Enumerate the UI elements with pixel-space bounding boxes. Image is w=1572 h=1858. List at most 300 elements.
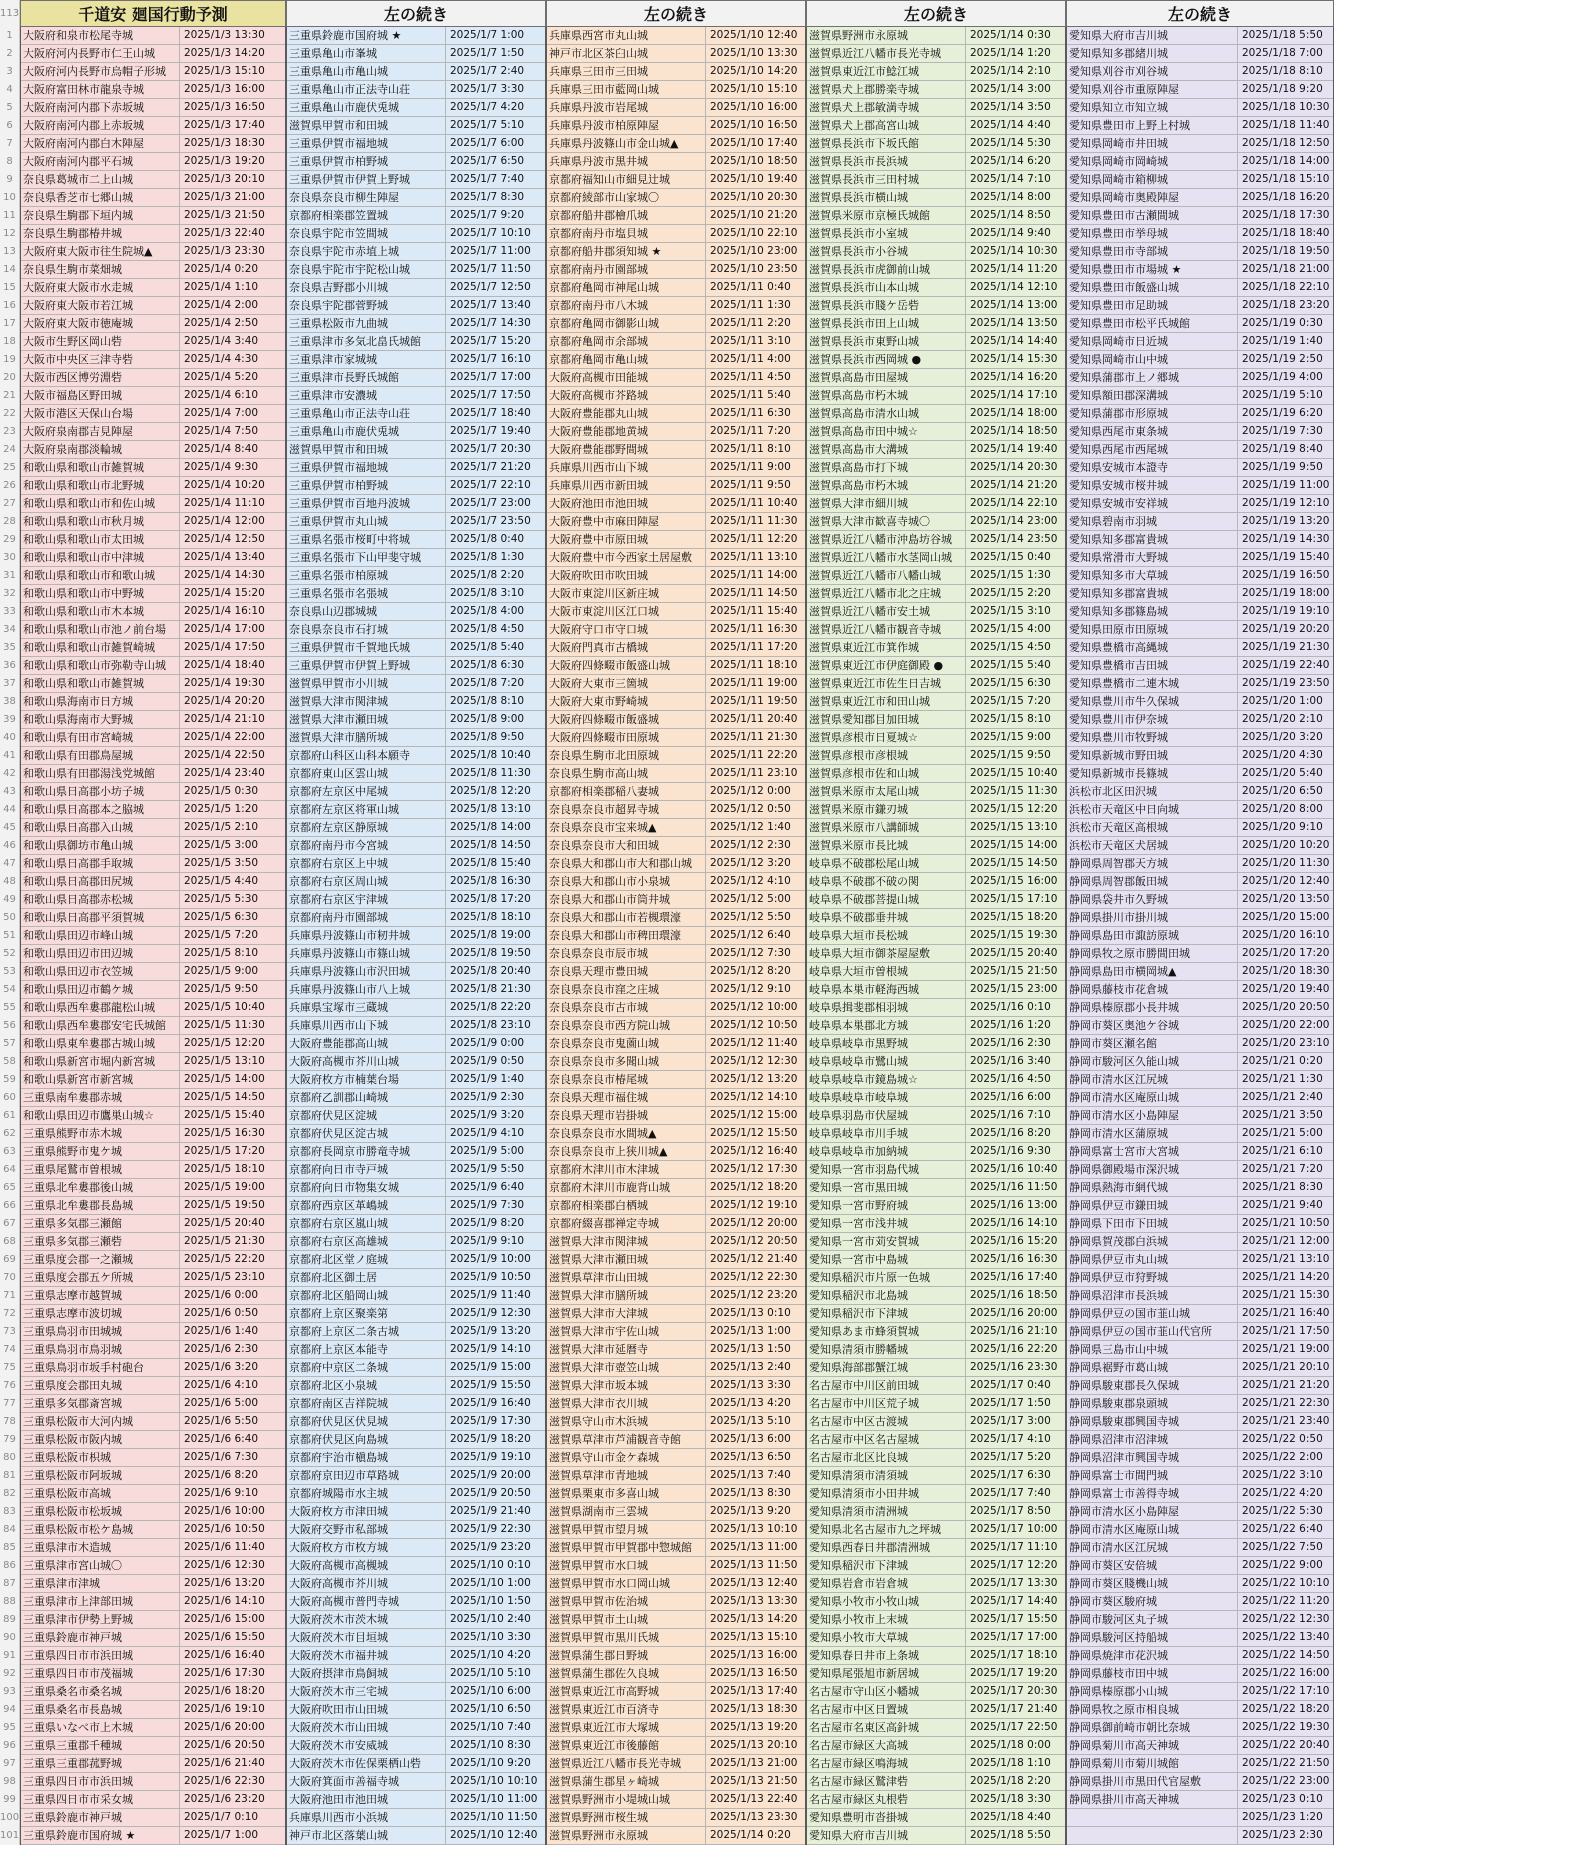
datetime-cell[interactable]: 2025/1/5 17:20 xyxy=(180,1143,286,1161)
datetime-cell[interactable]: 2025/1/12 9:10 xyxy=(706,981,806,999)
place-cell[interactable]: 奈良県山辺郡城城 xyxy=(286,603,446,621)
place-cell[interactable]: 滋賀県近江八幡市長光寺城 xyxy=(806,45,966,63)
datetime-cell[interactable]: 2025/1/7 5:10 xyxy=(446,117,546,135)
datetime-cell[interactable]: 2025/1/6 2:30 xyxy=(180,1341,286,1359)
row-number[interactable]: 14 xyxy=(0,261,20,279)
row-number[interactable]: 63 xyxy=(0,1143,20,1161)
row-number[interactable]: 50 xyxy=(0,909,20,927)
row-number[interactable]: 7 xyxy=(0,135,20,153)
row-number[interactable]: 71 xyxy=(0,1287,20,1305)
datetime-cell[interactable]: 2025/1/4 10:20 xyxy=(180,477,286,495)
datetime-cell[interactable]: 2025/1/5 19:00 xyxy=(180,1179,286,1197)
place-cell[interactable]: 三重県亀山市鹿伏兎城 xyxy=(286,99,446,117)
place-cell[interactable]: 奈良県大和郡山市大和郡山城 xyxy=(546,855,706,873)
datetime-cell[interactable]: 2025/1/10 14:20 xyxy=(706,63,806,81)
place-cell[interactable]: 愛知県岡崎市山中城 xyxy=(1066,351,1238,369)
datetime-cell[interactable]: 2025/1/8 14:50 xyxy=(446,837,546,855)
row-number[interactable]: 34 xyxy=(0,621,20,639)
datetime-cell[interactable]: 2025/1/5 15:40 xyxy=(180,1107,286,1125)
place-cell[interactable]: 滋賀県蒲生郡日野城 xyxy=(546,1647,706,1665)
place-cell[interactable]: 滋賀県大津市膳所城 xyxy=(546,1287,706,1305)
datetime-cell[interactable]: 2025/1/21 19:00 xyxy=(1238,1341,1334,1359)
place-cell[interactable]: 静岡県沼津市興国寺城 xyxy=(1066,1449,1238,1467)
place-cell[interactable]: 三重県桑名市長島城 xyxy=(20,1701,180,1719)
place-cell[interactable]: 京都府右京区周山城 xyxy=(286,873,446,891)
datetime-cell[interactable]: 2025/1/11 1:30 xyxy=(706,297,806,315)
place-cell[interactable]: 静岡市清水区江尻城 xyxy=(1066,1539,1238,1557)
datetime-cell[interactable]: 2025/1/22 7:50 xyxy=(1238,1539,1334,1557)
place-cell[interactable]: 滋賀県甲賀市土山城 xyxy=(546,1611,706,1629)
datetime-cell[interactable]: 2025/1/4 0:20 xyxy=(180,261,286,279)
row-number[interactable]: 62 xyxy=(0,1125,20,1143)
place-cell[interactable]: 愛知県豊田市挙母城 xyxy=(1066,225,1238,243)
place-cell[interactable]: 京都府上京区聚楽第 xyxy=(286,1305,446,1323)
datetime-cell[interactable]: 2025/1/3 20:10 xyxy=(180,171,286,189)
place-cell[interactable]: 京都府左京区静原城 xyxy=(286,819,446,837)
datetime-cell[interactable]: 2025/1/5 22:20 xyxy=(180,1251,286,1269)
datetime-cell[interactable]: 2025/1/9 0:00 xyxy=(446,1035,546,1053)
datetime-cell[interactable]: 2025/1/11 3:10 xyxy=(706,333,806,351)
datetime-cell[interactable]: 2025/1/6 0:50 xyxy=(180,1305,286,1323)
datetime-cell[interactable]: 2025/1/14 17:10 xyxy=(966,387,1066,405)
datetime-cell[interactable]: 2025/1/8 22:20 xyxy=(446,999,546,1017)
datetime-cell[interactable]: 2025/1/19 16:50 xyxy=(1238,567,1334,585)
datetime-cell[interactable]: 2025/1/21 0:20 xyxy=(1238,1053,1334,1071)
datetime-cell[interactable]: 2025/1/6 5:00 xyxy=(180,1395,286,1413)
place-cell[interactable]: 三重県三重郡千種城 xyxy=(20,1737,180,1755)
datetime-cell[interactable]: 2025/1/11 18:10 xyxy=(706,657,806,675)
datetime-cell[interactable]: 2025/1/9 16:40 xyxy=(446,1395,546,1413)
place-cell[interactable]: 大阪府交野市私部城 xyxy=(286,1521,446,1539)
place-cell[interactable]: 滋賀県高島市田中城☆ xyxy=(806,423,966,441)
place-cell[interactable]: 浜松市天竜区犬居城 xyxy=(1066,837,1238,855)
place-cell[interactable]: 大阪府茨木市山田城 xyxy=(286,1719,446,1737)
datetime-cell[interactable]: 2025/1/12 4:10 xyxy=(706,873,806,891)
place-cell[interactable]: 京都府伏見区淀城 xyxy=(286,1107,446,1125)
datetime-cell[interactable]: 2025/1/11 14:00 xyxy=(706,567,806,585)
datetime-cell[interactable]: 2025/1/12 1:40 xyxy=(706,819,806,837)
place-cell[interactable]: 滋賀県長浜市横山城 xyxy=(806,189,966,207)
datetime-cell[interactable]: 2025/1/7 22:10 xyxy=(446,477,546,495)
place-cell[interactable]: 三重県志摩市波切城 xyxy=(20,1305,180,1323)
datetime-cell[interactable]: 2025/1/11 4:00 xyxy=(706,351,806,369)
datetime-cell[interactable]: 2025/1/18 5:50 xyxy=(966,1827,1066,1845)
place-cell[interactable]: 大阪府高槻市芥路城 xyxy=(546,387,706,405)
datetime-cell[interactable]: 2025/1/9 21:40 xyxy=(446,1503,546,1521)
datetime-cell[interactable]: 2025/1/4 7:00 xyxy=(180,405,286,423)
place-cell[interactable]: 和歌山県海南市日方城 xyxy=(20,693,180,711)
place-cell[interactable]: 滋賀県甲賀市小川城 xyxy=(286,675,446,693)
row-number[interactable]: 95 xyxy=(0,1719,20,1737)
place-cell[interactable]: 滋賀県彦根市彦根城 xyxy=(806,747,966,765)
place-cell[interactable]: 愛知県岩倉市岩倉城 xyxy=(806,1575,966,1593)
row-number[interactable]: 89 xyxy=(0,1611,20,1629)
datetime-cell[interactable]: 2025/1/22 12:30 xyxy=(1238,1611,1334,1629)
datetime-cell[interactable]: 2025/1/19 4:00 xyxy=(1238,369,1334,387)
datetime-cell[interactable]: 2025/1/14 15:30 xyxy=(966,351,1066,369)
datetime-cell[interactable]: 2025/1/9 2:30 xyxy=(446,1089,546,1107)
datetime-cell[interactable]: 2025/1/6 1:40 xyxy=(180,1323,286,1341)
place-cell[interactable]: 滋賀県高島市朽木城 xyxy=(806,477,966,495)
place-cell[interactable]: 静岡市清水区庵原山城 xyxy=(1066,1089,1238,1107)
row-number[interactable]: 1 xyxy=(0,27,20,45)
place-cell[interactable]: 岐阜県不破郡菩提山城 xyxy=(806,891,966,909)
datetime-cell[interactable]: 2025/1/10 18:50 xyxy=(706,153,806,171)
datetime-cell[interactable]: 2025/1/4 16:10 xyxy=(180,603,286,621)
datetime-cell[interactable]: 2025/1/22 4:20 xyxy=(1238,1485,1334,1503)
place-cell[interactable]: 愛知県清須市清洲城 xyxy=(806,1503,966,1521)
place-cell[interactable]: 滋賀県近江八幡市水茎岡山城 xyxy=(806,549,966,567)
place-cell[interactable]: 三重県四日市市浜田城 xyxy=(20,1773,180,1791)
datetime-cell[interactable]: 2025/1/8 14:00 xyxy=(446,819,546,837)
datetime-cell[interactable]: 2025/1/10 6:00 xyxy=(446,1683,546,1701)
place-cell[interactable]: 名古屋市名東区高針城 xyxy=(806,1719,966,1737)
place-cell[interactable]: 静岡県榛原郡小山城 xyxy=(1066,1683,1238,1701)
place-cell[interactable]: 和歌山県日高郡赤松城 xyxy=(20,891,180,909)
place-cell[interactable]: 大阪府富田林市龍泉寺城 xyxy=(20,81,180,99)
datetime-cell[interactable]: 2025/1/4 6:10 xyxy=(180,387,286,405)
datetime-cell[interactable]: 2025/1/3 21:00 xyxy=(180,189,286,207)
place-cell[interactable]: 和歌山県新宮市新宮城 xyxy=(20,1071,180,1089)
place-cell[interactable]: 静岡県掛川市黒田代官屋敷 xyxy=(1066,1773,1238,1791)
place-cell[interactable]: 岐阜県岐阜市鏡島城☆ xyxy=(806,1071,966,1089)
place-cell[interactable]: 和歌山県有田郡鳥屋城 xyxy=(20,747,180,765)
place-cell[interactable]: 岐阜県岐阜市鷺山城 xyxy=(806,1053,966,1071)
place-cell[interactable]: 奈良県生駒市高山城 xyxy=(546,765,706,783)
place-cell[interactable]: 兵庫県丹波篠山市金山城▲ xyxy=(546,135,706,153)
row-number[interactable]: 60 xyxy=(0,1089,20,1107)
datetime-cell[interactable]: 2025/1/14 6:20 xyxy=(966,153,1066,171)
place-cell[interactable]: 和歌山県和歌山市池ノ前台場 xyxy=(20,621,180,639)
datetime-cell[interactable]: 2025/1/22 14:50 xyxy=(1238,1647,1334,1665)
place-cell[interactable]: 兵庫県宝塚市三蔵城 xyxy=(286,999,446,1017)
place-cell[interactable]: 三重県松阪市松坂城 xyxy=(20,1503,180,1521)
place-cell[interactable]: 静岡県御殿場市深沢城 xyxy=(1066,1161,1238,1179)
datetime-cell[interactable]: 2025/1/9 20:00 xyxy=(446,1467,546,1485)
row-number[interactable]: 90 xyxy=(0,1629,20,1647)
datetime-cell[interactable]: 2025/1/9 7:30 xyxy=(446,1197,546,1215)
place-cell[interactable]: 和歌山県日高郡平須賀城 xyxy=(20,909,180,927)
row-number[interactable]: 75 xyxy=(0,1359,20,1377)
place-cell[interactable]: 滋賀県蒲生郡佐久良城 xyxy=(546,1665,706,1683)
datetime-cell[interactable]: 2025/1/13 14:20 xyxy=(706,1611,806,1629)
datetime-cell[interactable]: 2025/1/7 21:20 xyxy=(446,459,546,477)
datetime-cell[interactable]: 2025/1/20 22:00 xyxy=(1238,1017,1334,1035)
datetime-cell[interactable]: 2025/1/18 5:50 xyxy=(1238,27,1334,45)
datetime-cell[interactable]: 2025/1/3 15:10 xyxy=(180,63,286,81)
place-cell[interactable]: 愛知県岡崎市井田城 xyxy=(1066,135,1238,153)
datetime-cell[interactable]: 2025/1/4 18:40 xyxy=(180,657,286,675)
place-cell[interactable]: 滋賀県蒲生郡星ヶ崎城 xyxy=(546,1773,706,1791)
place-cell[interactable]: 愛知県豊橋市二連木城 xyxy=(1066,675,1238,693)
row-number[interactable]: 48 xyxy=(0,873,20,891)
place-cell[interactable]: 兵庫県丹波市柏原陣屋 xyxy=(546,117,706,135)
datetime-cell[interactable]: 2025/1/7 0:10 xyxy=(180,1809,286,1827)
datetime-cell[interactable]: 2025/1/14 7:10 xyxy=(966,171,1066,189)
datetime-cell[interactable]: 2025/1/12 16:40 xyxy=(706,1143,806,1161)
place-cell[interactable]: 静岡県熱海市網代城 xyxy=(1066,1179,1238,1197)
row-number[interactable]: 24 xyxy=(0,441,20,459)
place-cell[interactable]: 大阪府東大阪市若江城 xyxy=(20,297,180,315)
place-cell[interactable]: 愛知県一宮市中島城 xyxy=(806,1251,966,1269)
place-cell[interactable]: 静岡県伊豆市鎌田城 xyxy=(1066,1197,1238,1215)
datetime-cell[interactable]: 2025/1/6 5:50 xyxy=(180,1413,286,1431)
datetime-cell[interactable]: 2025/1/14 11:20 xyxy=(966,261,1066,279)
datetime-cell[interactable]: 2025/1/7 6:00 xyxy=(446,135,546,153)
datetime-cell[interactable]: 2025/1/16 8:20 xyxy=(966,1125,1066,1143)
place-cell[interactable]: 三重県津市津城 xyxy=(20,1575,180,1593)
place-cell[interactable]: 愛知県額田郡深溝城 xyxy=(1066,387,1238,405)
datetime-cell[interactable]: 2025/1/8 3:10 xyxy=(446,585,546,603)
place-cell[interactable]: 京都府北区船岡山城 xyxy=(286,1287,446,1305)
place-cell[interactable]: 愛知県豊田市市場城 ★ xyxy=(1066,261,1238,279)
place-cell[interactable]: 京都府左京区中尾城 xyxy=(286,783,446,801)
datetime-cell[interactable]: 2025/1/16 9:30 xyxy=(966,1143,1066,1161)
datetime-cell[interactable]: 2025/1/19 15:40 xyxy=(1238,549,1334,567)
row-number[interactable]: 55 xyxy=(0,999,20,1017)
place-cell[interactable]: 愛知県一宮市浅井城 xyxy=(806,1215,966,1233)
datetime-cell[interactable]: 2025/1/10 12:40 xyxy=(706,27,806,45)
datetime-cell[interactable]: 2025/1/9 13:20 xyxy=(446,1323,546,1341)
place-cell[interactable]: 京都府左京区将軍山城 xyxy=(286,801,446,819)
datetime-cell[interactable]: 2025/1/16 7:10 xyxy=(966,1107,1066,1125)
place-cell[interactable]: 愛知県豊田市上野上村城 xyxy=(1066,117,1238,135)
datetime-cell[interactable]: 2025/1/8 5:40 xyxy=(446,639,546,657)
datetime-cell[interactable]: 2025/1/4 2:00 xyxy=(180,297,286,315)
datetime-cell[interactable]: 2025/1/3 22:40 xyxy=(180,225,286,243)
datetime-cell[interactable]: 2025/1/10 16:50 xyxy=(706,117,806,135)
datetime-cell[interactable]: 2025/1/12 21:40 xyxy=(706,1251,806,1269)
place-cell[interactable]: 奈良県天理市岩掛城 xyxy=(546,1107,706,1125)
place-cell[interactable]: 名古屋市緑区大高城 xyxy=(806,1737,966,1755)
place-cell[interactable]: 京都府南区吉祥院城 xyxy=(286,1395,446,1413)
datetime-cell[interactable]: 2025/1/13 7:40 xyxy=(706,1467,806,1485)
place-cell[interactable]: 京都府南丹市園部城 xyxy=(546,261,706,279)
place-cell[interactable]: 浜松市北区田沢城 xyxy=(1066,783,1238,801)
place-cell[interactable]: 奈良県宇陀郡菅野城 xyxy=(286,297,446,315)
datetime-cell[interactable]: 2025/1/10 19:40 xyxy=(706,171,806,189)
datetime-cell[interactable]: 2025/1/18 1:10 xyxy=(966,1755,1066,1773)
datetime-cell[interactable]: 2025/1/5 7:20 xyxy=(180,927,286,945)
place-cell[interactable]: 愛知県清須市清須城 xyxy=(806,1467,966,1485)
datetime-cell[interactable]: 2025/1/12 22:30 xyxy=(706,1269,806,1287)
datetime-cell[interactable]: 2025/1/20 11:30 xyxy=(1238,855,1334,873)
datetime-cell[interactable]: 2025/1/6 10:50 xyxy=(180,1521,286,1539)
datetime-cell[interactable]: 2025/1/7 23:00 xyxy=(446,495,546,513)
datetime-cell[interactable]: 2025/1/18 3:30 xyxy=(966,1791,1066,1809)
datetime-cell[interactable]: 2025/1/12 23:20 xyxy=(706,1287,806,1305)
datetime-cell[interactable]: 2025/1/15 5:40 xyxy=(966,657,1066,675)
datetime-cell[interactable]: 2025/1/7 13:40 xyxy=(446,297,546,315)
row-number[interactable]: 40 xyxy=(0,729,20,747)
place-cell[interactable]: 三重県北牟婁郡後山城 xyxy=(20,1179,180,1197)
place-cell[interactable]: 京都府向日市寺戸城 xyxy=(286,1161,446,1179)
place-cell[interactable]: 奈良県吉野郡小川城 xyxy=(286,279,446,297)
place-cell[interactable]: 滋賀県大津市関津城 xyxy=(546,1233,706,1251)
place-cell[interactable]: 京都府木津川市木津城 xyxy=(546,1161,706,1179)
datetime-cell[interactable]: 2025/1/18 14:00 xyxy=(1238,153,1334,171)
row-number[interactable]: 45 xyxy=(0,819,20,837)
place-cell[interactable]: 滋賀県東近江市高野城 xyxy=(546,1683,706,1701)
place-cell[interactable]: 滋賀県大津市壺笠山城 xyxy=(546,1359,706,1377)
place-cell[interactable]: 愛知県豊田市古瀬間城 xyxy=(1066,207,1238,225)
datetime-cell[interactable]: 2025/1/13 11:50 xyxy=(706,1557,806,1575)
place-cell[interactable]: 兵庫県丹波篠山市沢田城 xyxy=(286,963,446,981)
place-cell[interactable]: 愛知県西尾市西尾城 xyxy=(1066,441,1238,459)
row-number[interactable]: 88 xyxy=(0,1593,20,1611)
datetime-cell[interactable]: 2025/1/9 17:30 xyxy=(446,1413,546,1431)
datetime-cell[interactable]: 2025/1/16 21:10 xyxy=(966,1323,1066,1341)
place-cell[interactable]: 滋賀県高島市大溝城 xyxy=(806,441,966,459)
datetime-cell[interactable]: 2025/1/10 7:40 xyxy=(446,1719,546,1737)
datetime-cell[interactable]: 2025/1/22 11:20 xyxy=(1238,1593,1334,1611)
place-cell[interactable]: 静岡県榛原郡小長井城 xyxy=(1066,999,1238,1017)
place-cell[interactable]: 兵庫県川西市新田城 xyxy=(546,477,706,495)
place-cell[interactable]: 愛知県安城市安祥城 xyxy=(1066,495,1238,513)
place-cell[interactable]: 滋賀県犬上郡勝楽寺城 xyxy=(806,81,966,99)
place-cell[interactable]: 三重県鈴鹿市国府城 ★ xyxy=(20,1827,180,1845)
place-cell[interactable]: 京都府北区堂ノ庭城 xyxy=(286,1251,446,1269)
datetime-cell[interactable]: 2025/1/9 22:30 xyxy=(446,1521,546,1539)
place-cell[interactable]: 大阪府東大阪市水走城 xyxy=(20,279,180,297)
datetime-cell[interactable]: 2025/1/10 11:50 xyxy=(446,1809,546,1827)
place-cell[interactable]: 静岡市清水区小島陣屋 xyxy=(1066,1503,1238,1521)
datetime-cell[interactable]: 2025/1/7 12:50 xyxy=(446,279,546,297)
datetime-cell[interactable]: 2025/1/18 21:00 xyxy=(1238,261,1334,279)
datetime-cell[interactable]: 2025/1/11 6:30 xyxy=(706,405,806,423)
datetime-cell[interactable]: 2025/1/17 10:00 xyxy=(966,1521,1066,1539)
datetime-cell[interactable]: 2025/1/22 16:00 xyxy=(1238,1665,1334,1683)
datetime-cell[interactable]: 2025/1/20 6:50 xyxy=(1238,783,1334,801)
place-cell[interactable]: 三重県松阪市九曲城 xyxy=(286,315,446,333)
datetime-cell[interactable]: 2025/1/14 9:40 xyxy=(966,225,1066,243)
datetime-cell[interactable]: 2025/1/8 9:50 xyxy=(446,729,546,747)
datetime-cell[interactable]: 2025/1/5 11:30 xyxy=(180,1017,286,1035)
datetime-cell[interactable]: 2025/1/5 9:00 xyxy=(180,963,286,981)
datetime-cell[interactable]: 2025/1/12 20:00 xyxy=(706,1215,806,1233)
place-cell[interactable]: 奈良県葛城市二上山城 xyxy=(20,171,180,189)
place-cell[interactable]: 京都府向日市物集女城 xyxy=(286,1179,446,1197)
continuation-header[interactable]: 左の続き xyxy=(1066,0,1334,27)
place-cell[interactable]: 大阪府豊中市今西家土居屋敷 xyxy=(546,549,706,567)
datetime-cell[interactable]: 2025/1/6 9:10 xyxy=(180,1485,286,1503)
place-cell[interactable]: 岐阜県岐阜市黒野城 xyxy=(806,1035,966,1053)
datetime-cell[interactable]: 2025/1/12 2:30 xyxy=(706,837,806,855)
place-cell[interactable]: 滋賀県大津市坂本城 xyxy=(546,1377,706,1395)
row-number[interactable]: 8 xyxy=(0,153,20,171)
row-number[interactable]: 22 xyxy=(0,405,20,423)
place-cell[interactable]: 静岡県伊豆の国市韮山代官所 xyxy=(1066,1323,1238,1341)
place-cell[interactable]: 大阪府豊能郡高山城 xyxy=(286,1035,446,1053)
datetime-cell[interactable]: 2025/1/11 2:20 xyxy=(706,315,806,333)
datetime-cell[interactable]: 2025/1/18 22:10 xyxy=(1238,279,1334,297)
place-cell[interactable]: 和歌山県日高郡手取城 xyxy=(20,855,180,873)
datetime-cell[interactable]: 2025/1/12 13:20 xyxy=(706,1071,806,1089)
place-cell[interactable]: 愛知県豊川市伊奈城 xyxy=(1066,711,1238,729)
place-cell[interactable]: 奈良県奈良市大和田城 xyxy=(546,837,706,855)
place-cell[interactable]: 三重県名張市柏原城 xyxy=(286,567,446,585)
place-cell[interactable]: 滋賀県東近江市百済寺 xyxy=(546,1701,706,1719)
place-cell[interactable]: 名古屋市緑区鷲津砦 xyxy=(806,1773,966,1791)
row-number[interactable]: 27 xyxy=(0,495,20,513)
place-cell[interactable]: 大阪府守口市守口城 xyxy=(546,621,706,639)
datetime-cell[interactable]: 2025/1/18 16:20 xyxy=(1238,189,1334,207)
datetime-cell[interactable]: 2025/1/10 1:00 xyxy=(446,1575,546,1593)
datetime-cell[interactable]: 2025/1/13 21:00 xyxy=(706,1755,806,1773)
place-cell[interactable]: 和歌山県和歌山市中野城 xyxy=(20,585,180,603)
place-cell[interactable]: 兵庫県西宮市丸山城 xyxy=(546,27,706,45)
datetime-cell[interactable]: 2025/1/13 3:30 xyxy=(706,1377,806,1395)
datetime-cell[interactable]: 2025/1/5 16:30 xyxy=(180,1125,286,1143)
datetime-cell[interactable]: 2025/1/10 0:10 xyxy=(446,1557,546,1575)
datetime-cell[interactable]: 2025/1/10 5:10 xyxy=(446,1665,546,1683)
datetime-cell[interactable]: 2025/1/13 4:20 xyxy=(706,1395,806,1413)
row-number[interactable]: 85 xyxy=(0,1539,20,1557)
datetime-cell[interactable]: 2025/1/6 10:00 xyxy=(180,1503,286,1521)
datetime-cell[interactable]: 2025/1/6 3:20 xyxy=(180,1359,286,1377)
place-cell[interactable]: 愛知県新城市野田城 xyxy=(1066,747,1238,765)
datetime-cell[interactable]: 2025/1/13 6:50 xyxy=(706,1449,806,1467)
datetime-cell[interactable]: 2025/1/10 13:30 xyxy=(706,45,806,63)
place-cell[interactable]: 京都府船井郡須知城 ★ xyxy=(546,243,706,261)
datetime-cell[interactable]: 2025/1/5 19:50 xyxy=(180,1197,286,1215)
place-cell[interactable]: 滋賀県甲賀市望月城 xyxy=(546,1521,706,1539)
place-cell[interactable]: 京都府山科区山科本願寺 xyxy=(286,747,446,765)
datetime-cell[interactable]: 2025/1/13 0:10 xyxy=(706,1305,806,1323)
place-cell[interactable]: 京都府綴喜郡禅定寺城 xyxy=(546,1215,706,1233)
datetime-cell[interactable]: 2025/1/4 11:10 xyxy=(180,495,286,513)
place-cell[interactable]: 京都府綾部市山家城〇 xyxy=(546,189,706,207)
place-cell[interactable]: 三重県松阪市枳城 xyxy=(20,1449,180,1467)
place-cell[interactable]: 大阪府高槻市芥川山城 xyxy=(286,1053,446,1071)
place-cell[interactable]: 三重県度会郡田丸城 xyxy=(20,1377,180,1395)
place-cell[interactable]: 静岡市葵区奥池ケ谷城 xyxy=(1066,1017,1238,1035)
place-cell[interactable]: 京都府南丹市八木城 xyxy=(546,297,706,315)
place-cell[interactable]: 京都府福知山市細見辻城 xyxy=(546,171,706,189)
place-cell[interactable]: 大阪府南河内郡白木陣屋 xyxy=(20,135,180,153)
datetime-cell[interactable]: 2025/1/8 8:10 xyxy=(446,693,546,711)
place-cell[interactable]: 滋賀県大津市瀬田城 xyxy=(546,1251,706,1269)
place-cell[interactable]: 和歌山県和歌山市中津城 xyxy=(20,549,180,567)
place-cell[interactable]: 奈良県天理市豊田城 xyxy=(546,963,706,981)
datetime-cell[interactable]: 2025/1/13 9:20 xyxy=(706,1503,806,1521)
datetime-cell[interactable]: 2025/1/17 0:40 xyxy=(966,1377,1066,1395)
place-cell[interactable]: 滋賀県大津市細川城 xyxy=(806,495,966,513)
datetime-cell[interactable]: 2025/1/15 3:10 xyxy=(966,603,1066,621)
datetime-cell[interactable]: 2025/1/23 1:20 xyxy=(1238,1809,1334,1827)
place-cell[interactable]: 愛知県田原市田原城 xyxy=(1066,621,1238,639)
place-cell[interactable]: 奈良県奈良市水間城▲ xyxy=(546,1125,706,1143)
place-cell[interactable]: 三重県熊野市鬼ケ城 xyxy=(20,1143,180,1161)
place-cell[interactable]: 京都府京田辺市草路城 xyxy=(286,1467,446,1485)
row-number[interactable]: 97 xyxy=(0,1755,20,1773)
datetime-cell[interactable]: 2025/1/13 19:20 xyxy=(706,1719,806,1737)
row-number[interactable]: 73 xyxy=(0,1323,20,1341)
place-cell[interactable]: 三重県尾鷲市曽根城 xyxy=(20,1161,180,1179)
datetime-cell[interactable]: 2025/1/14 8:00 xyxy=(966,189,1066,207)
place-cell[interactable]: 愛知県あま市蜂須賀城 xyxy=(806,1323,966,1341)
place-cell[interactable]: 愛知県海部郡蟹江城 xyxy=(806,1359,966,1377)
datetime-cell[interactable]: 2025/1/11 17:20 xyxy=(706,639,806,657)
place-cell[interactable]: 三重県伊賀市柏野城 xyxy=(286,153,446,171)
place-cell[interactable]: 三重県四日市市茂福城 xyxy=(20,1665,180,1683)
datetime-cell[interactable]: 2025/1/20 16:10 xyxy=(1238,927,1334,945)
datetime-cell[interactable]: 2025/1/16 11:50 xyxy=(966,1179,1066,1197)
place-cell[interactable]: 滋賀県近江八幡市沖島坊谷城 xyxy=(806,531,966,549)
datetime-cell[interactable]: 2025/1/6 6:40 xyxy=(180,1431,286,1449)
datetime-cell[interactable]: 2025/1/11 11:30 xyxy=(706,513,806,531)
place-cell[interactable]: 滋賀県大津市延暦寺 xyxy=(546,1341,706,1359)
